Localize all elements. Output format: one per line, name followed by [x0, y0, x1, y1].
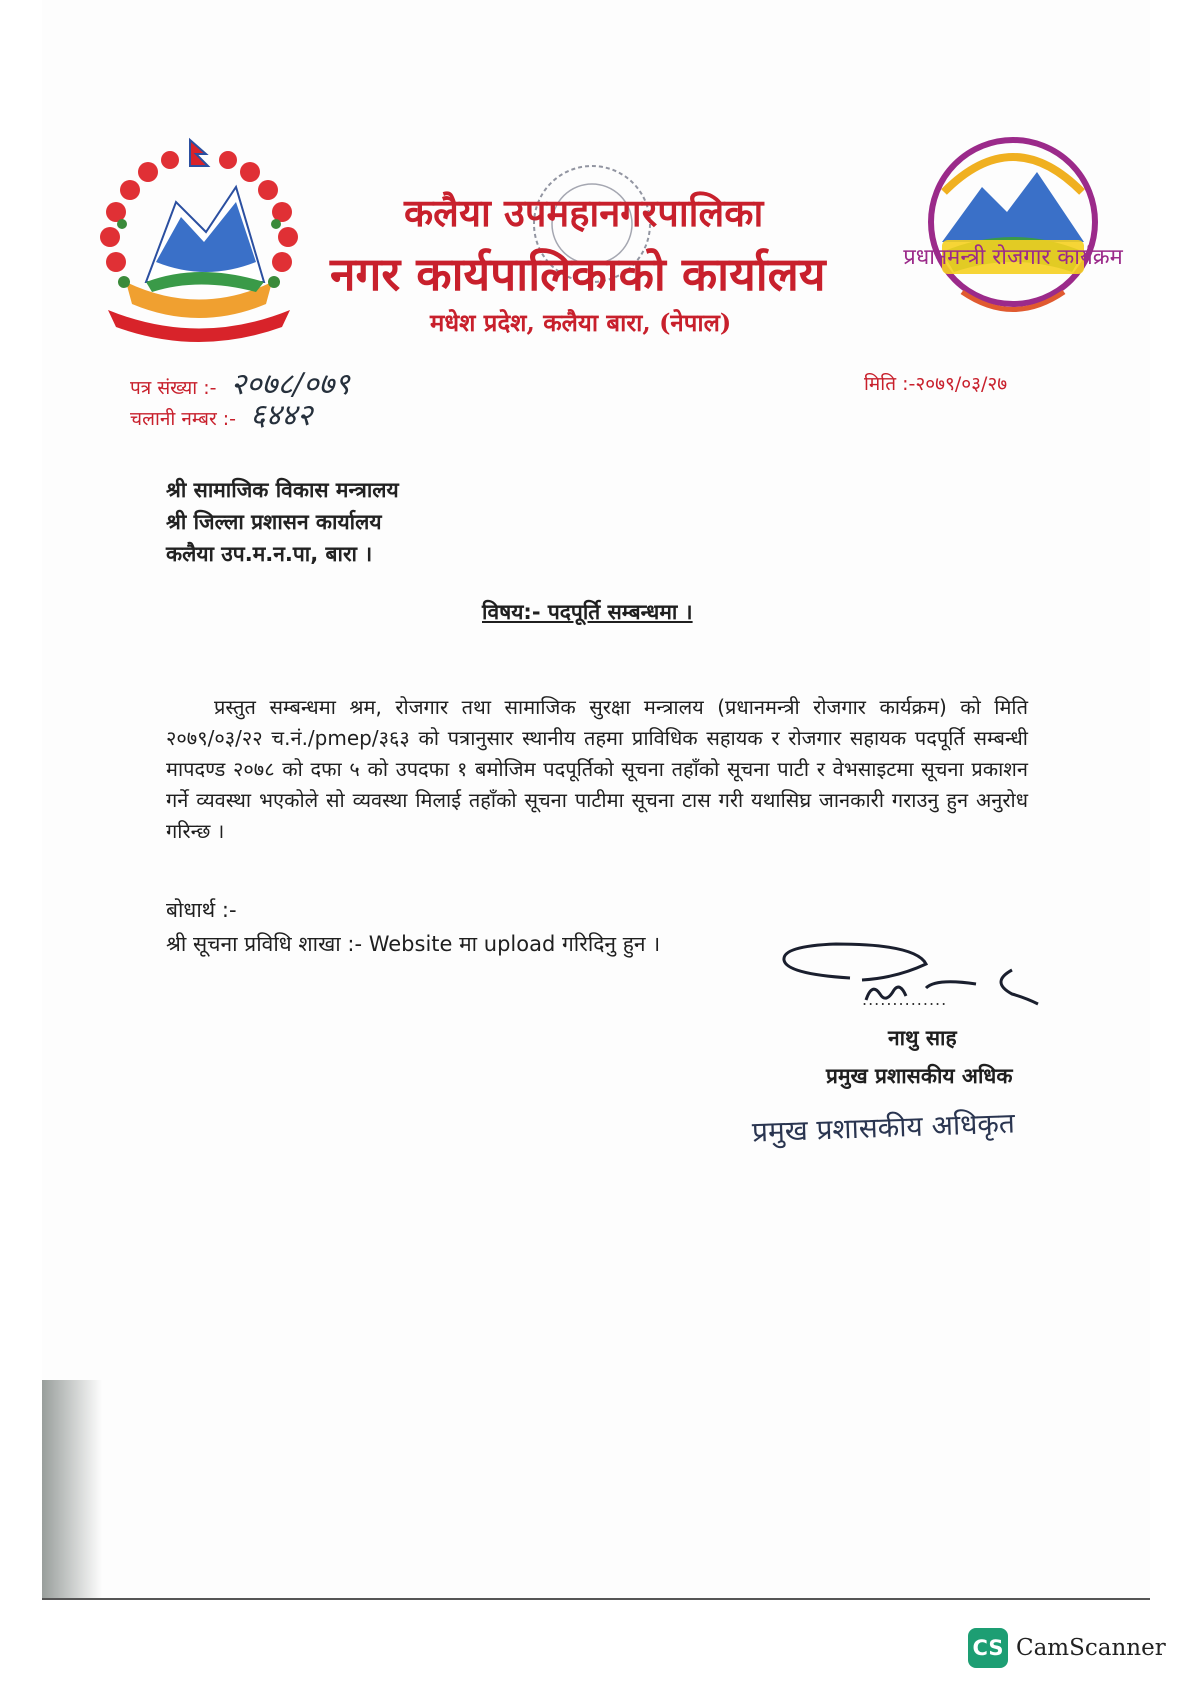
signatory-title: प्रमुख प्रशासकीय अधिक: [826, 1064, 1013, 1088]
pm-employment-program-logo-icon: [903, 132, 1123, 328]
designation-stamp: प्रमुख प्रशासकीय अधिकृत: [751, 1106, 1016, 1149]
page-bottom-edge: [42, 1598, 1150, 1600]
bodhartha-line: श्री सूचना प्रविधि शाखा :- Website मा upload गरिदिनु हुन ।: [166, 932, 661, 956]
scan-shadow: [42, 1380, 102, 1600]
addressee-line: कलैया उप.म.न.पा, बारा ।: [166, 542, 373, 566]
bodhartha-label: बोधार्थ :-: [166, 898, 237, 922]
addressee-line: श्री जिल्ला प्रशासन कार्यालय: [166, 510, 382, 534]
letter-body: प्रस्तुत सम्बन्धमा श्रम, रोजगार तथा सामाजिक सुरक्षा मन्त्रालय (प्रधानमन्त्री रोजगार कार्यक्रम) को मिति २०७९/०३/२२ च.नं./pmep/३६३ को पत्रानुसार स्थानीय तहमा प्राविधिक सहायक र रोजगार सहायक पदपूर्ति सम्बन्धी मापदण्ड २०७८ को दफा ५ को उपदफा १ बमोजिम पदपूर्तिको सूचना तहाँको सूचना पाटी र वेभसाइटमा सूचना प्रकाशन गर्ने व्यवस्था भएकोले सो व्यवस्था मिलाई तहाँको सूचना पाटीमा सूचना टास गरी यथासिघ्र जानकारी गराउनु हुन अनुरोध गरिन्छ ।: [166, 695, 1028, 843]
signatory-name: नाथु साह: [888, 1026, 957, 1050]
addressee-line: श्री सामाजिक विकास मन्त्रालय: [166, 478, 399, 502]
logo-right-text: प्रधानमन्त्री रोजगार कार्यक्रम: [903, 245, 1123, 270]
office-name: नगर कार्यपालिकाको कार्यालय: [330, 247, 826, 301]
camscanner-watermark: [968, 1628, 1166, 1668]
letter-number-value: २०७८/०७९: [230, 367, 350, 402]
dispatch-number-label: चलानी नम्बर :-: [130, 408, 237, 430]
dispatch-number: [130, 393, 312, 434]
office-address: मधेश प्रदेश, कलैया बारा, (नेपाल): [430, 308, 732, 337]
signature-dots: ..............: [862, 990, 948, 1009]
municipality-name: कलैया उपमहानगरपालिका: [404, 190, 764, 235]
letter-subject: विषय:- पदपूर्ति सम्बन्धमा ।: [482, 600, 693, 624]
dispatch-number-value: ६४४२: [250, 398, 313, 433]
camscanner-icon: CS: [968, 1628, 1008, 1668]
camscanner-brand: CamScanner: [1016, 1635, 1166, 1661]
nepal-emblem-icon: [86, 132, 312, 332]
letter-number-label: पत्र संख्या :-: [130, 377, 217, 399]
letter-date: मिति :-२०७९/०३/२७: [864, 373, 1008, 395]
